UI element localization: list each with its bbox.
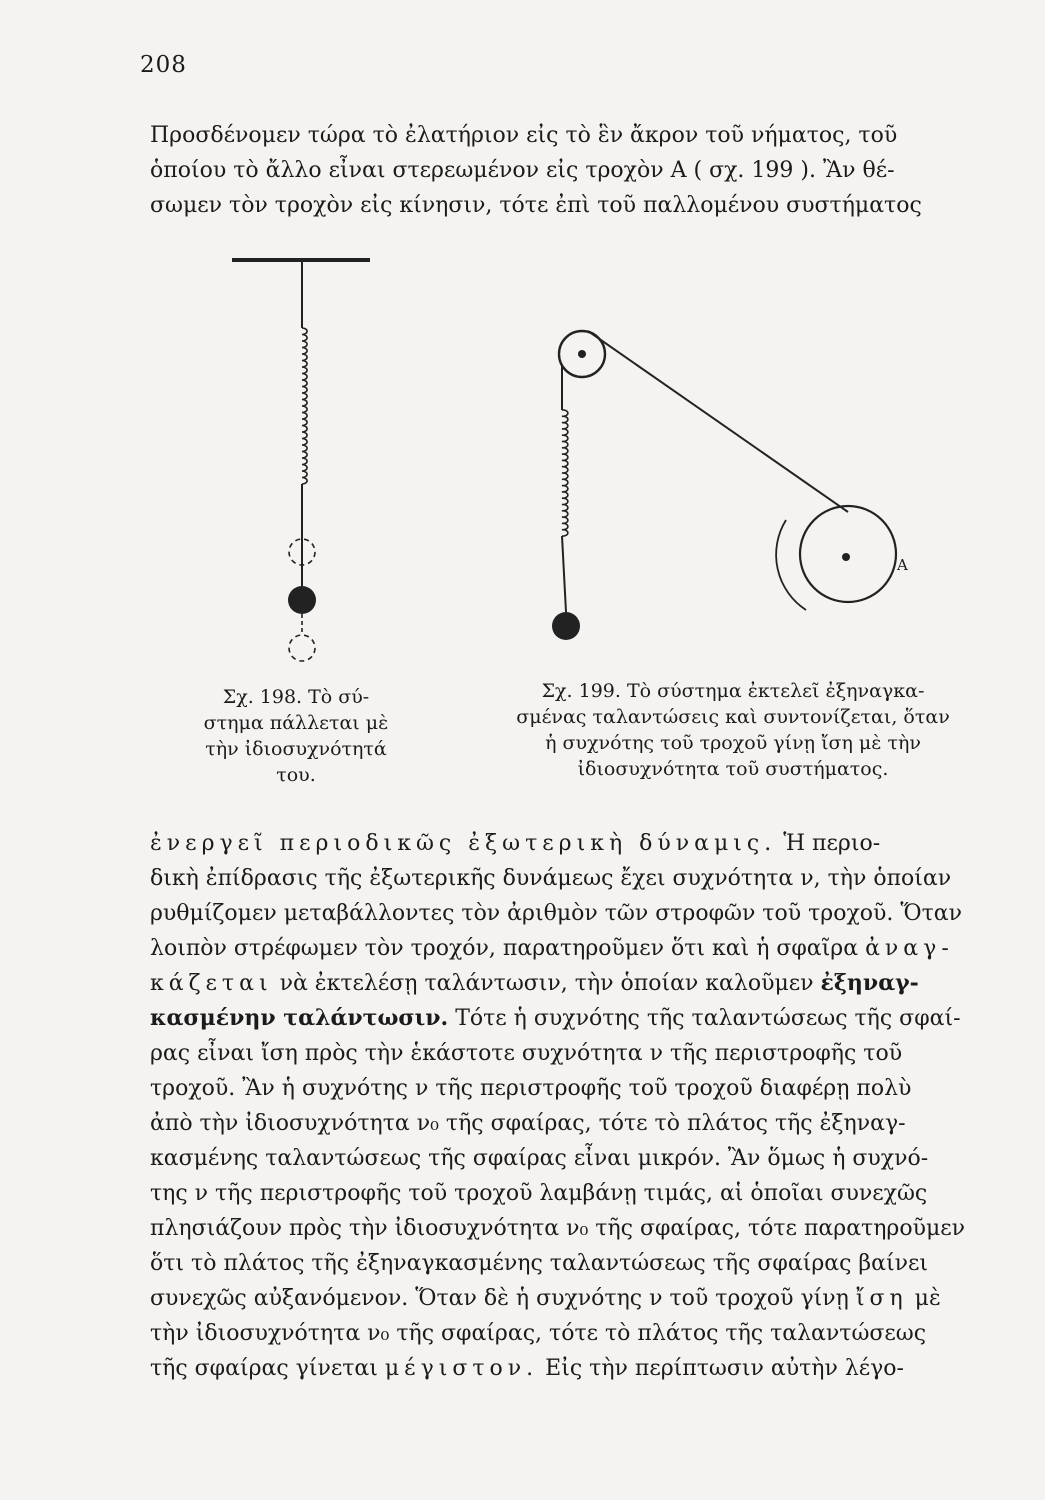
pulley-axle xyxy=(578,350,586,358)
text-span: νὰ ἐκτελέσῃ ταλάντωσιν, τὴν ὁποίαν καλοῦμεν xyxy=(272,971,821,996)
text-line: τὴν ἰδιοσυχνότητα ν₀ τῆς σφαίρας, τότε τὸ πλάτος τῆς ταλαντώσεως xyxy=(150,1321,927,1346)
text-span: Τότε ἡ συχνότης τῆς ταλαντώσεως τῆς σφαί- xyxy=(448,1006,961,1031)
string-to-wheel xyxy=(588,331,848,512)
text-span: Ἡ περιο- xyxy=(776,831,881,856)
caption-line: του. xyxy=(276,764,316,786)
caption-line: τὴν ἰδιοσυχνότητά xyxy=(205,738,387,760)
wheel-axle xyxy=(842,553,850,561)
bold-term: ἐξηναγ- xyxy=(820,970,919,996)
text-line: της ν τῆς περιστροφῆς τοῦ τροχοῦ λαμβάνῃ τιμάς, αἱ ὁποῖαι συνεχῶς xyxy=(150,1181,928,1206)
text-span: λοιπὸν στρέφωμεν τὸν τροχόν, παρατηροῦμεν ὅτι καὶ ἡ σφαῖρα xyxy=(150,936,866,961)
spaced-phrase: μέγιστον. xyxy=(384,1356,539,1381)
spring-199 xyxy=(562,410,568,536)
text-line: πλησιάζουν πρὸς τὴν ἰδιοσυχνότητα ν₀ τῆς σφαίρας, τότε παρατηροῦμεν xyxy=(150,1216,966,1241)
caption-line: σμένας ταλαντώσεις καὶ συντονίζεται, ὅταν xyxy=(516,706,950,728)
text-line: ὁποίου τὸ ἄλλο εἶναι στερεωμένον εἰς τροχὸν Α ( σχ. 199 ). Ἂν θέ- xyxy=(150,158,895,183)
ball xyxy=(288,586,316,614)
text-line xyxy=(150,931,1000,966)
text-line: τροχοῦ. Ἂν ἡ συχνότης ν τῆς περιστροφῆς τοῦ τροχοῦ διαφέρῃ πολὺ xyxy=(150,1076,912,1101)
ball-lower-position xyxy=(289,635,315,661)
figure-198-caption xyxy=(196,684,396,788)
spaced-phrase: ἀναγ- xyxy=(865,936,954,961)
text-line xyxy=(150,1351,1000,1386)
caption-line: ἰδιοσυχνότητα τοῦ συστήματος. xyxy=(577,758,889,780)
text-line xyxy=(150,826,1000,861)
caption-line: Σχ. 198. Τὸ σύ- xyxy=(222,686,370,708)
text-span: συνεχῶς αὐξανόμενον. Ὅταν δὲ ἡ συχνότης ν τοῦ τροχοῦ γίνῃ xyxy=(150,1286,856,1311)
text-line: κασμένης ταλαντώσεως τῆς σφαίρας εἶναι μικρόν. Ἂν ὅμως ἡ συχνό- xyxy=(150,1146,929,1171)
spaced-phrase: κάζεται xyxy=(150,971,273,996)
wheel-label: Α xyxy=(897,556,908,574)
figure-199-caption xyxy=(508,678,958,782)
text-span: τῆς σφαίρας γίνεται xyxy=(150,1356,385,1381)
spaced-phrase: ἴση xyxy=(855,1286,908,1311)
caption-line: ἡ συχνότης τοῦ τροχοῦ γίνῃ ἴση μὲ τὴν xyxy=(545,732,921,754)
text-line: ρας εἶναι ἴση πρὸς τὴν ἑκάστοτε συχνότητα ν τῆς περιστροφῆς τοῦ xyxy=(150,1041,903,1066)
body-paragraph xyxy=(150,826,1000,1386)
text-line xyxy=(150,1001,1000,1036)
text-line: ὅτι τὸ πλάτος τῆς ἐξηναγκασμένης ταλαντώσεως τῆς σφαίρας βαίνει xyxy=(150,1251,929,1276)
caption-line: Σχ. 199. Τὸ σύστημα ἐκτελεῖ ἐξηναγκα- xyxy=(541,680,925,702)
figure-198-drawing xyxy=(232,260,370,661)
text-line: ἀπὸ τὴν ἰδιοσυχνότητα ν₀ τῆς σφαίρας, τότε τὸ πλάτος τῆς ἐξηναγ- xyxy=(150,1111,906,1136)
text-line: Προσδένομεν τώρα τὸ ἐλατήριον εἰς τὸ ἓν ἄκρον τοῦ νήματος, τοῦ xyxy=(150,123,898,148)
text-line: σωμεν τὸν τροχὸν εἰς κίνησιν, τότε ἐπὶ τοῦ παλλομένου συστήματος xyxy=(150,193,922,218)
figure-199-drawing xyxy=(552,331,896,640)
ball-199 xyxy=(552,612,580,640)
text-line: ρυθμίζομεν μεταβάλλοντες τὸν ἀριθμὸν τῶν στροφῶν τοῦ τροχοῦ. Ὅταν xyxy=(150,901,962,926)
text-line: δικὴ ἐπίδρασις τῆς ἐξωτερικῆς δυνάμεως ἔχει συχνότητα ν, τὴν ὁποίαν xyxy=(150,866,952,891)
text-span: Εἰς τὴν περίπτωσιν αὐτὴν λέγο- xyxy=(538,1356,904,1381)
bold-term: κασμένην ταλάντωσιν. xyxy=(150,1005,449,1031)
text-line xyxy=(150,1281,1000,1316)
caption-line: στημα πάλλεται μὲ xyxy=(203,712,389,734)
spaced-phrase: ἐνεργεῖ περιοδικῶς ἐξωτερικὴ δύναμις. xyxy=(150,831,777,856)
text-line xyxy=(150,966,1000,1001)
page-number: 208 xyxy=(140,52,187,78)
spring-198 xyxy=(302,328,307,484)
text-span: μὲ xyxy=(907,1286,941,1311)
